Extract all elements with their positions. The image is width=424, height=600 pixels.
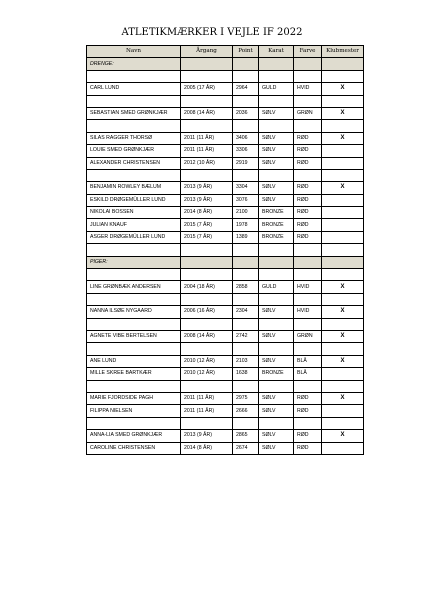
cell-aargang: 2014 (8 ÅR) (181, 442, 233, 454)
cell-point: 2742 (233, 330, 259, 342)
spacer-row (87, 380, 364, 392)
empty-cell (322, 318, 364, 330)
empty-cell (87, 169, 181, 181)
empty-cell (259, 70, 294, 82)
empty-cell (181, 293, 233, 305)
cell-klub: X (322, 306, 364, 318)
empty-cell (233, 95, 259, 107)
cell-klub: X (322, 330, 364, 342)
empty-cell (181, 380, 233, 392)
cell-navn: AGNETE VIBE BERTELSEN (87, 330, 181, 342)
cell-farve: GRØN (294, 107, 322, 119)
cell-point: 3076 (233, 194, 259, 206)
empty-cell (322, 269, 364, 281)
cell-karat: SØLV (259, 145, 294, 157)
empty-cell (322, 58, 364, 70)
empty-cell (233, 120, 259, 132)
table-row (87, 306, 364, 318)
cell-navn: ANNA-LIA SMED GRØNKJÆR (87, 430, 181, 442)
empty-cell (233, 244, 259, 256)
cell-point: 2858 (233, 281, 259, 293)
cell-aargang: 2011 (11 ÅR) (181, 145, 233, 157)
cell-point: 2674 (233, 442, 259, 454)
cell-navn: MARIE FJORDSIDE PAGH (87, 392, 181, 404)
table-row (87, 157, 364, 169)
empty-cell (322, 256, 364, 268)
empty-cell (322, 343, 364, 355)
cell-farve: BLÅ (294, 368, 322, 380)
cell-navn: NANNA ILSØE NYGAARD (87, 306, 181, 318)
cell-klub: X (322, 83, 364, 95)
cell-navn: BENJAMIN ROWLEY BÆLUM (87, 182, 181, 194)
spacer-row (87, 318, 364, 330)
cell-karat: BRONZE (259, 368, 294, 380)
cell-point: 3304 (233, 182, 259, 194)
spacer-row (87, 293, 364, 305)
empty-cell (181, 58, 233, 70)
table-row (87, 281, 364, 293)
empty-cell (87, 293, 181, 305)
empty-cell (259, 256, 294, 268)
empty-cell (233, 293, 259, 305)
cell-klub (322, 368, 364, 380)
cell-farve: BLÅ (294, 355, 322, 367)
empty-cell (87, 70, 181, 82)
cell-karat: SØLV (259, 132, 294, 144)
table-row (87, 405, 364, 417)
cell-klub (322, 207, 364, 219)
cell-farve: RØD (294, 430, 322, 442)
header-aargang: Årgang (181, 46, 233, 58)
cell-farve: RØD (294, 145, 322, 157)
cell-point: 2103 (233, 355, 259, 367)
cell-point: 1638 (233, 368, 259, 380)
table-row (87, 194, 364, 206)
table-row (87, 207, 364, 219)
header-navn: Navn (87, 46, 181, 58)
cell-farve: RØD (294, 132, 322, 144)
cell-farve: RØD (294, 442, 322, 454)
empty-cell (322, 70, 364, 82)
cell-farve: RØD (294, 182, 322, 194)
table-row (87, 145, 364, 157)
cell-klub: X (322, 132, 364, 144)
page-title: ATLETIKMÆRKER I VEJLE IF 2022 (121, 27, 303, 38)
cell-karat: SØLV (259, 107, 294, 119)
section-label: PIGER: (87, 256, 181, 268)
empty-cell (294, 244, 322, 256)
table-row (87, 330, 364, 342)
empty-cell (259, 120, 294, 132)
table-row (87, 219, 364, 231)
cell-aargang: 2015 (7 ÅR) (181, 219, 233, 231)
empty-cell (233, 256, 259, 268)
cell-aargang: 2011 (11 ÅR) (181, 132, 233, 144)
cell-point: 3306 (233, 145, 259, 157)
cell-navn: LOUIE SMED GRØNKJÆR (87, 145, 181, 157)
empty-cell (322, 95, 364, 107)
empty-cell (322, 169, 364, 181)
cell-klub (322, 219, 364, 231)
empty-cell (233, 58, 259, 70)
empty-cell (233, 169, 259, 181)
section-row (87, 256, 364, 268)
cell-point: 2865 (233, 430, 259, 442)
spacer-row (87, 343, 364, 355)
cell-karat: SØLV (259, 157, 294, 169)
empty-cell (181, 169, 233, 181)
empty-cell (87, 380, 181, 392)
medal-table (86, 45, 364, 455)
table-row (87, 182, 364, 194)
empty-cell (87, 417, 181, 429)
cell-aargang: 2013 (9 ÅR) (181, 182, 233, 194)
cell-klub: X (322, 182, 364, 194)
cell-navn: FILIPPA NIELSEN (87, 405, 181, 417)
empty-cell (233, 269, 259, 281)
cell-farve: RØD (294, 405, 322, 417)
cell-karat: SØLV (259, 194, 294, 206)
cell-point: 2100 (233, 207, 259, 219)
empty-cell (181, 417, 233, 429)
empty-cell (181, 244, 233, 256)
cell-navn: ANE LUND (87, 355, 181, 367)
cell-navn: CAROLINE CHRISTENSEN (87, 442, 181, 454)
cell-klub: X (322, 281, 364, 293)
empty-cell (322, 293, 364, 305)
cell-karat: BRONZE (259, 219, 294, 231)
cell-aargang: 2011 (11 ÅR) (181, 392, 233, 404)
cell-aargang: 2012 (10 ÅR) (181, 157, 233, 169)
cell-farve: RØD (294, 231, 322, 243)
cell-karat: BRONZE (259, 207, 294, 219)
cell-klub (322, 194, 364, 206)
cell-klub (322, 145, 364, 157)
empty-cell (181, 269, 233, 281)
empty-cell (294, 95, 322, 107)
empty-cell (294, 256, 322, 268)
empty-cell (233, 343, 259, 355)
empty-cell (294, 120, 322, 132)
empty-cell (87, 95, 181, 107)
cell-aargang: 2008 (14 ÅR) (181, 330, 233, 342)
cell-karat: SØLV (259, 392, 294, 404)
cell-aargang: 2005 (17 ÅR) (181, 83, 233, 95)
table-row (87, 132, 364, 144)
cell-navn: JULIAN KNAUF (87, 219, 181, 231)
table-row (87, 392, 364, 404)
cell-klub (322, 231, 364, 243)
empty-cell (87, 318, 181, 330)
empty-cell (294, 293, 322, 305)
empty-cell (294, 380, 322, 392)
cell-aargang: 2006 (16 ÅR) (181, 306, 233, 318)
empty-cell (181, 318, 233, 330)
empty-cell (181, 343, 233, 355)
cell-karat: SØLV (259, 442, 294, 454)
section-row (87, 58, 364, 70)
cell-navn: ALEXANDER CHRISTENSEN (87, 157, 181, 169)
cell-karat: GULD (259, 281, 294, 293)
empty-cell (259, 269, 294, 281)
table-row (87, 83, 364, 95)
cell-farve: RØD (294, 207, 322, 219)
cell-karat: SØLV (259, 306, 294, 318)
cell-karat: SØLV (259, 330, 294, 342)
cell-farve: HVID (294, 306, 322, 318)
cell-farve: HVID (294, 83, 322, 95)
cell-karat: SØLV (259, 355, 294, 367)
cell-point: 1978 (233, 219, 259, 231)
empty-cell (233, 380, 259, 392)
cell-navn: ASGER DRØGEMÜLLER LUND (87, 231, 181, 243)
empty-cell (233, 318, 259, 330)
empty-cell (259, 318, 294, 330)
empty-cell (259, 417, 294, 429)
cell-farve: RØD (294, 194, 322, 206)
empty-cell (294, 169, 322, 181)
empty-cell (259, 380, 294, 392)
empty-cell (294, 343, 322, 355)
table-row (87, 107, 364, 119)
header-row (87, 46, 364, 58)
cell-point: 2975 (233, 392, 259, 404)
cell-karat: SØLV (259, 182, 294, 194)
empty-cell (322, 417, 364, 429)
cell-point: 2919 (233, 157, 259, 169)
cell-klub (322, 157, 364, 169)
empty-cell (181, 256, 233, 268)
table-row (87, 355, 364, 367)
empty-cell (259, 95, 294, 107)
cell-navn: SILAS RAGGER THORSØ (87, 132, 181, 144)
empty-cell (259, 244, 294, 256)
empty-cell (294, 318, 322, 330)
empty-cell (322, 380, 364, 392)
cell-point: 2036 (233, 107, 259, 119)
empty-cell (87, 343, 181, 355)
cell-klub (322, 442, 364, 454)
empty-cell (294, 70, 322, 82)
empty-cell (294, 417, 322, 429)
spacer-row (87, 70, 364, 82)
cell-farve: HVID (294, 281, 322, 293)
cell-klub: X (322, 107, 364, 119)
cell-klub (322, 405, 364, 417)
header-point: Point (233, 46, 259, 58)
spacer-row (87, 120, 364, 132)
cell-navn: LINE GRØNBÆK ANDERSEN (87, 281, 181, 293)
cell-karat: SØLV (259, 430, 294, 442)
cell-karat: GULD (259, 83, 294, 95)
cell-navn: NIKOLAI BOSSEN (87, 207, 181, 219)
cell-klub: X (322, 430, 364, 442)
spacer-row (87, 169, 364, 181)
empty-cell (259, 169, 294, 181)
cell-navn: ESKILD DRØGEMÜLLER LUND (87, 194, 181, 206)
cell-karat: BRONZE (259, 231, 294, 243)
cell-aargang: 2013 (9 ÅR) (181, 430, 233, 442)
cell-point: 2304 (233, 306, 259, 318)
empty-cell (259, 343, 294, 355)
cell-farve: RØD (294, 219, 322, 231)
cell-aargang: 2015 (7 ÅR) (181, 231, 233, 243)
empty-cell (87, 269, 181, 281)
spacer-row (87, 269, 364, 281)
cell-aargang: 2010 (12 ÅR) (181, 355, 233, 367)
empty-cell (181, 120, 233, 132)
table-row (87, 430, 364, 442)
cell-point: 3406 (233, 132, 259, 144)
empty-cell (259, 293, 294, 305)
cell-farve: RØD (294, 392, 322, 404)
empty-cell (233, 70, 259, 82)
cell-point: 2964 (233, 83, 259, 95)
table-row (87, 368, 364, 380)
cell-point: 2666 (233, 405, 259, 417)
cell-point: 1389 (233, 231, 259, 243)
cell-aargang: 2011 (11 ÅR) (181, 405, 233, 417)
cell-aargang: 2010 (12 ÅR) (181, 368, 233, 380)
header-farve: Farve (294, 46, 322, 58)
spacer-row (87, 244, 364, 256)
header-klubmester: Klubmester (322, 46, 364, 58)
cell-navn: CARL LUND (87, 83, 181, 95)
cell-klub: X (322, 392, 364, 404)
cell-farve: RØD (294, 157, 322, 169)
cell-karat: SØLV (259, 405, 294, 417)
empty-cell (181, 95, 233, 107)
cell-navn: MILLE SKREE BARTKÆR (87, 368, 181, 380)
empty-cell (87, 120, 181, 132)
spacer-row (87, 95, 364, 107)
cell-aargang: 2013 (9 ÅR) (181, 194, 233, 206)
empty-cell (294, 58, 322, 70)
spacer-row (87, 417, 364, 429)
table-row (87, 231, 364, 243)
empty-cell (181, 70, 233, 82)
cell-klub: X (322, 355, 364, 367)
empty-cell (294, 269, 322, 281)
header-karat: Karat (259, 46, 294, 58)
section-label: DRENGE: (87, 58, 181, 70)
empty-cell (87, 244, 181, 256)
cell-farve: GRØN (294, 330, 322, 342)
empty-cell (259, 58, 294, 70)
cell-aargang: 2004 (18 ÅR) (181, 281, 233, 293)
cell-navn: SEBASTIAN SMED GRØNKJÆR (87, 107, 181, 119)
cell-aargang: 2008 (14 ÅR) (181, 107, 233, 119)
cell-aargang: 2014 (8 ÅR) (181, 207, 233, 219)
empty-cell (233, 417, 259, 429)
empty-cell (322, 244, 364, 256)
empty-cell (322, 120, 364, 132)
table-row (87, 442, 364, 454)
